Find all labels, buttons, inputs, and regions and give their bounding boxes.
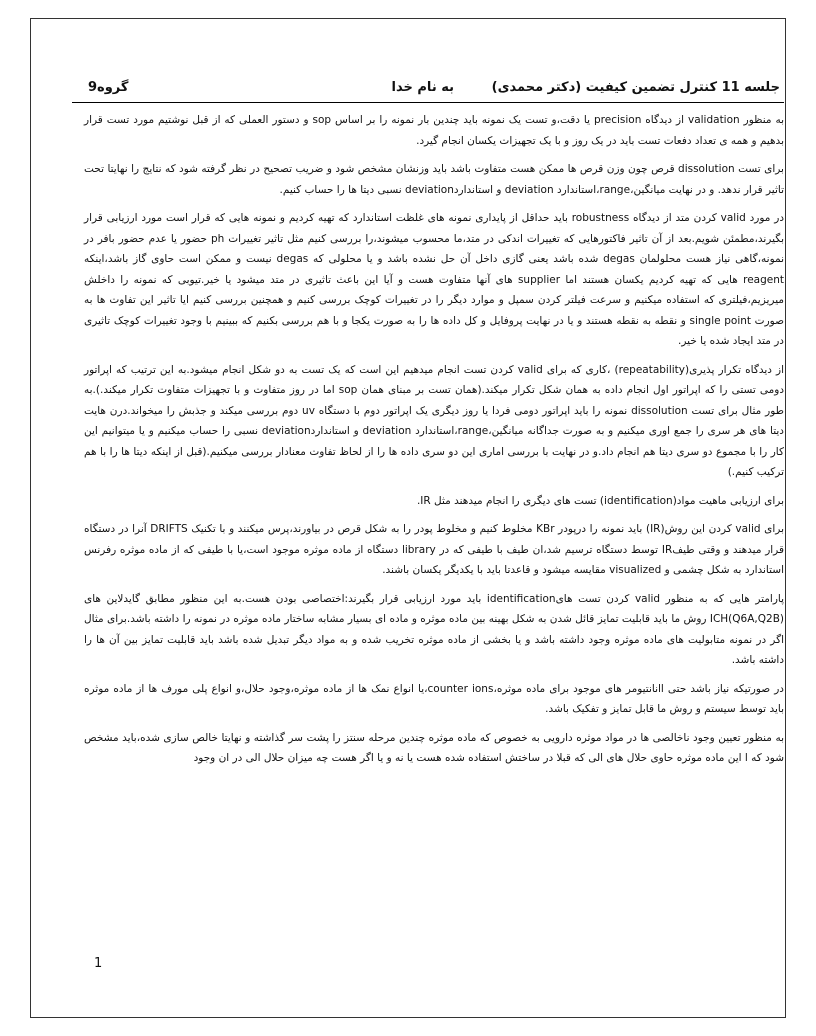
paragraph-robustness: در مورد valid کردن متد از دیدگاه robustness باید حداقل از پایداری نمونه های غلظت استاندارد که تهیه کردیم و نمونه هایی که قرار است مورد ارزیابی قرار بگیرند،مطمئن شویم.بعد از آن تاثیر فاکتورهایی که تغییرات اندکی در متد،ما محسوب میشوند،را بررسی کنیم مثل تاثیر تغییرات ph حضور یا عدم حضور بافر در نمونه،گاهی نیاز هست محلولمان degas شده باشد یعنی گازی داخل آن حل نشده باشد و یا محلولی که degas نیست و ممکن است حاوی گاز باشد،اینکه reagent هایی که تهیه کردیم یکسان هستند اما supplier های آنها متفاوت هست و آیا این باعث تاثیری در متد میشود یا خیر.تیوبی که نمونه را داخلش میریزیم،فیلتری که استفاده میکنیم و سرعت فیلتر کردن سمپل و موارد دیگر را در تغییرات کوچک بررسی کنیم و همچنین بررسی کنیم ایا تاثیر این تفاوت ها به صورت single point و نقطه به نقطه هستند و یا در نهایت پروفایل و کل داده ها را به صورت یکجا و با هم بررسی بکنیم که ببینیم با وجود تغییرات کوچک تاثیری در متد ایجاد شده یا خیر. <box>84 212 784 347</box>
paragraph-repeatability: از دیدگاه تکرار پذیری(repeatability) ،کاری که برای valid کردن تست انجام میدهیم این است که یک تست به دو شکل انجام میشود.به این ترتیب که اپراتور دومی تستی را که اپراتور اول انجام داده به همان شکل تکرار میکند.(همان تست بر مبنای همان sop اما در روز متفاوت و با تجهیزات متفاوت تکرار میکند.).به طور مثال برای تست dissolution نمونه را باید اپراتور دومی فردا یا روز دیگری یک اپراتور دوم با دستگاه uv دوم بررسی میکند و جذبش را میخواند.درن هایت دیتا های هر سری را جمع اوری میکنیم و به صورت جداگانه میانگین،range،استاندارد deviation و استانداردdeviation نسبی را حساب میکنیم و یا میتوانیم این کار را با مجموع دو سری دیتا هم انجام داد.و در نهایت با بررسی اماری این دو سری داده ها را از لحاظ تفاوت معنادار بررسی میکنیم.(قبل از اینکه دیتا ها را با هم ترکیب کنیم.) <box>84 363 785 478</box>
paragraph-impurities: به منظور تعیین وجود ناخالصی ها در مواد موثره دارویی به خصوص که ماده موثره چندین مرحله سنتز را پشت سر گذاشته و نهایتا خالص سازی شده،باید مشخص شود که ا این ماده موثره حاوی حلال های الی که قبلا در ساختش استفاده شده هست یا نه و یا اگر هست چه میزان حلال الی در ان وجود <box>84 731 784 764</box>
paragraph-enantiomers: در صورتیکه نیاز باشد حتی اانانتیومر های موجود برای ماده موثره،counter ions،یا انواع نمک ها از ماده موثره،وجود حلال،و انواع پلی مورف ها از ماده موثره باید توسط سیستم و روش ما قابل تمایز و تفکیک باشد. <box>84 682 784 715</box>
header-bismillah: به نام خدا <box>391 80 454 95</box>
page-number: 1 <box>94 956 103 971</box>
paragraph-dissolution: برای تست dissolution قرص چون وزن قرص ها ممکن هست متفاوت باشد باید وزنشان مشخص شود و ضریب تصحیح در نظر گرفته شود که نتایج را نهایتا تحت تاثیر قرار ندهد. و در نهایت میانگین،range،استاندارد deviation و استانداردdeviation نسبی دیتا ها را حساب کنیم. <box>84 163 784 196</box>
page-header <box>72 76 784 103</box>
header-title: جلسه 11 کنترل تضمین کیفیت (دکتر محمدی) <box>491 80 780 95</box>
document-body <box>84 110 784 777</box>
header-group: گروه9 <box>88 80 129 95</box>
paragraph-ir-validation: برای valid کردن این روش(IR) باید نمونه را درپودر KBr مخلوط کنیم و مخلوط پودر را به شکل قرص در بیاورند،پرس میکنند و با تکنیک DRIFTS آنرا در دستگاه قرار میدهند و وقتی طیفIR توسط دستگاه ترسیم شد،ان طیف با طیفی که در library دستگاه از ماده موثره موجود است،یا با طیفی که از ماده موثره رفرنس استاندارد به شکل چشمی و visualized مقایسه میشود و قاعدتا باید با یکدیگر یکسان باشند. <box>84 523 784 576</box>
paragraph-precision: به منظور validation از دیدگاه precision یا دقت،و تست یک نمونه باید چندین بار نمونه را بر اساس sop و دستور العملی که از قبل نوشتیم مورد تست قرار بدهیم و همه ی تعداد دفعات تست باید در یک روز و با یک تجهیزات یکسان انجام گیرد. <box>84 114 785 147</box>
paragraph-specificity: پارامتر هایی که به منظور valid کردن تست هایidentification باید مورد ارزیابی قرار بگیرند:اختصاصی بودن هست.به این منظور مطابق گایدلاین های ICH(Q6A,Q2B) روش ما باید قابلیت تمایز قائل شدن به شکل بهینه بین ماده موثره و ماده ای بسیار مشابه ساختار ماده موثره در نمونه را داشته باشد.برای مثال اگر در نمونه متابولیت های ماده موثره وجود داشته باشد و یا بخشی از ماده موثره تخریب شده و به مواد دیگر تبدیل شده باشد باید قابلیت تمایز بین آن ها را داشته باشد. <box>84 592 785 666</box>
paragraph-identification: برای ارزیابی ماهیت مواد(identification) تست های دیگری را انجام میدهند مثل IR. <box>416 494 784 507</box>
